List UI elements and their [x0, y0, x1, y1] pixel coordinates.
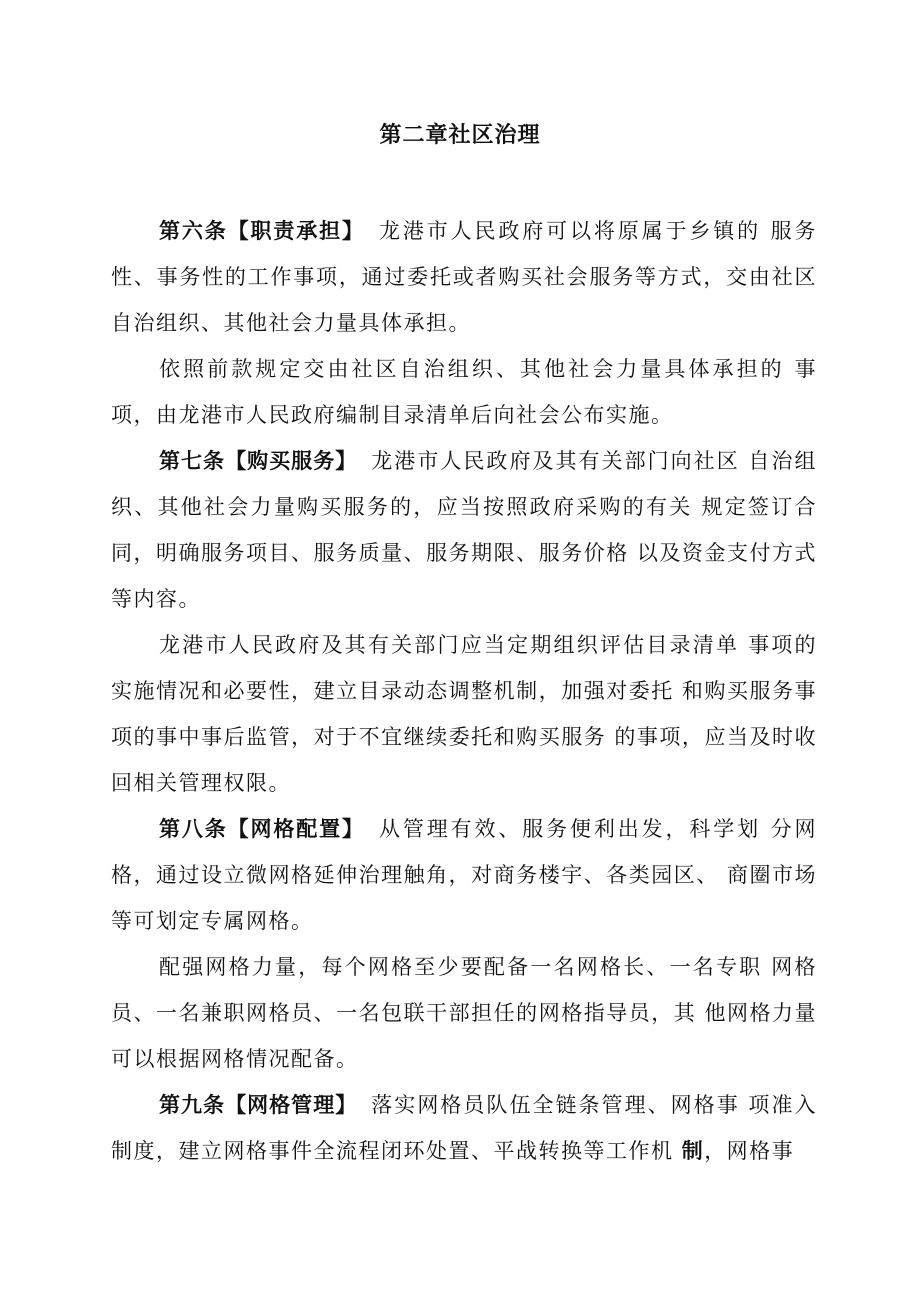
- article-8-paragraph-2: [111, 944, 817, 1082]
- article-9-paragraph: [111, 1082, 817, 1174]
- chapter-title: 第二章社区治理: [379, 123, 541, 148]
- article-9-text: 落实网格员队伍全链条管理、网格事 项准入制度，建立网格事件全流程闭环处置、平战转换等工作机: [111, 1093, 817, 1163]
- article-8-heading: 第八条【网格配置】: [159, 817, 365, 841]
- article-9-bold-char: 制: [681, 1139, 705, 1163]
- article-8-text-2: 配强网格力量，每个网格至少要配备一名网格长、一名专职 网格员、一名兼职网格员、一名包联干部担任的网格指导员，其 他网格力量可以根据网格情况配备。: [111, 955, 817, 1071]
- article-9-text-after: ，网格事: [704, 1139, 795, 1163]
- article-7-text-2: 龙港市人民政府及其有关部门应当定期组织评估目录清单 事项的实施情况和必要性，建立目录动态调整机制，加强对委托 和购买服务事项的事中事后监管，对于不宜继续委托和购买服务 的事项，应当及时收回相关管理权限。: [111, 633, 817, 795]
- article-6-text: 龙港市人民政府可以将原属于乡镇的 服务性、事务性的工作事项，通过委托或者购买社会服务等方式，交由社区自治组织、其他社会力量具体承担。: [111, 219, 817, 335]
- article-7-paragraph: [111, 438, 817, 622]
- article-9-heading: 第九条【网格管理】: [159, 1093, 358, 1117]
- article-6-heading: 第六条【职责承担】: [159, 219, 365, 243]
- article-7-text: 龙港市人民政府及其有关部门向社区 自治组织、其他社会力量购买服务的，应当按照政府采购的有关 规定签订合同，明确服务项目、服务质量、服务期限、服务价格 以及资金支付方式等内容。: [111, 449, 817, 611]
- article-6-paragraph: [111, 208, 817, 346]
- article-8-text: 从管理有效、服务便利出发，科学划 分网格，通过设立微网格延伸治理触角，对商务楼宇、各类园区、 商圈市场等可划定专属网格。: [111, 817, 817, 933]
- article-8-paragraph: [111, 806, 817, 944]
- document-body: [111, 208, 817, 1174]
- article-6-text-2: 依照前款规定交由社区自治组织、其他社会力量具体承担的 事项，由龙港市人民政府编制目录清单后向社会公布实施。: [111, 357, 817, 427]
- article-7-paragraph-2: [111, 622, 817, 806]
- article-6-paragraph-2: [111, 346, 817, 438]
- article-7-heading: 第七条【购买服务】: [159, 449, 358, 473]
